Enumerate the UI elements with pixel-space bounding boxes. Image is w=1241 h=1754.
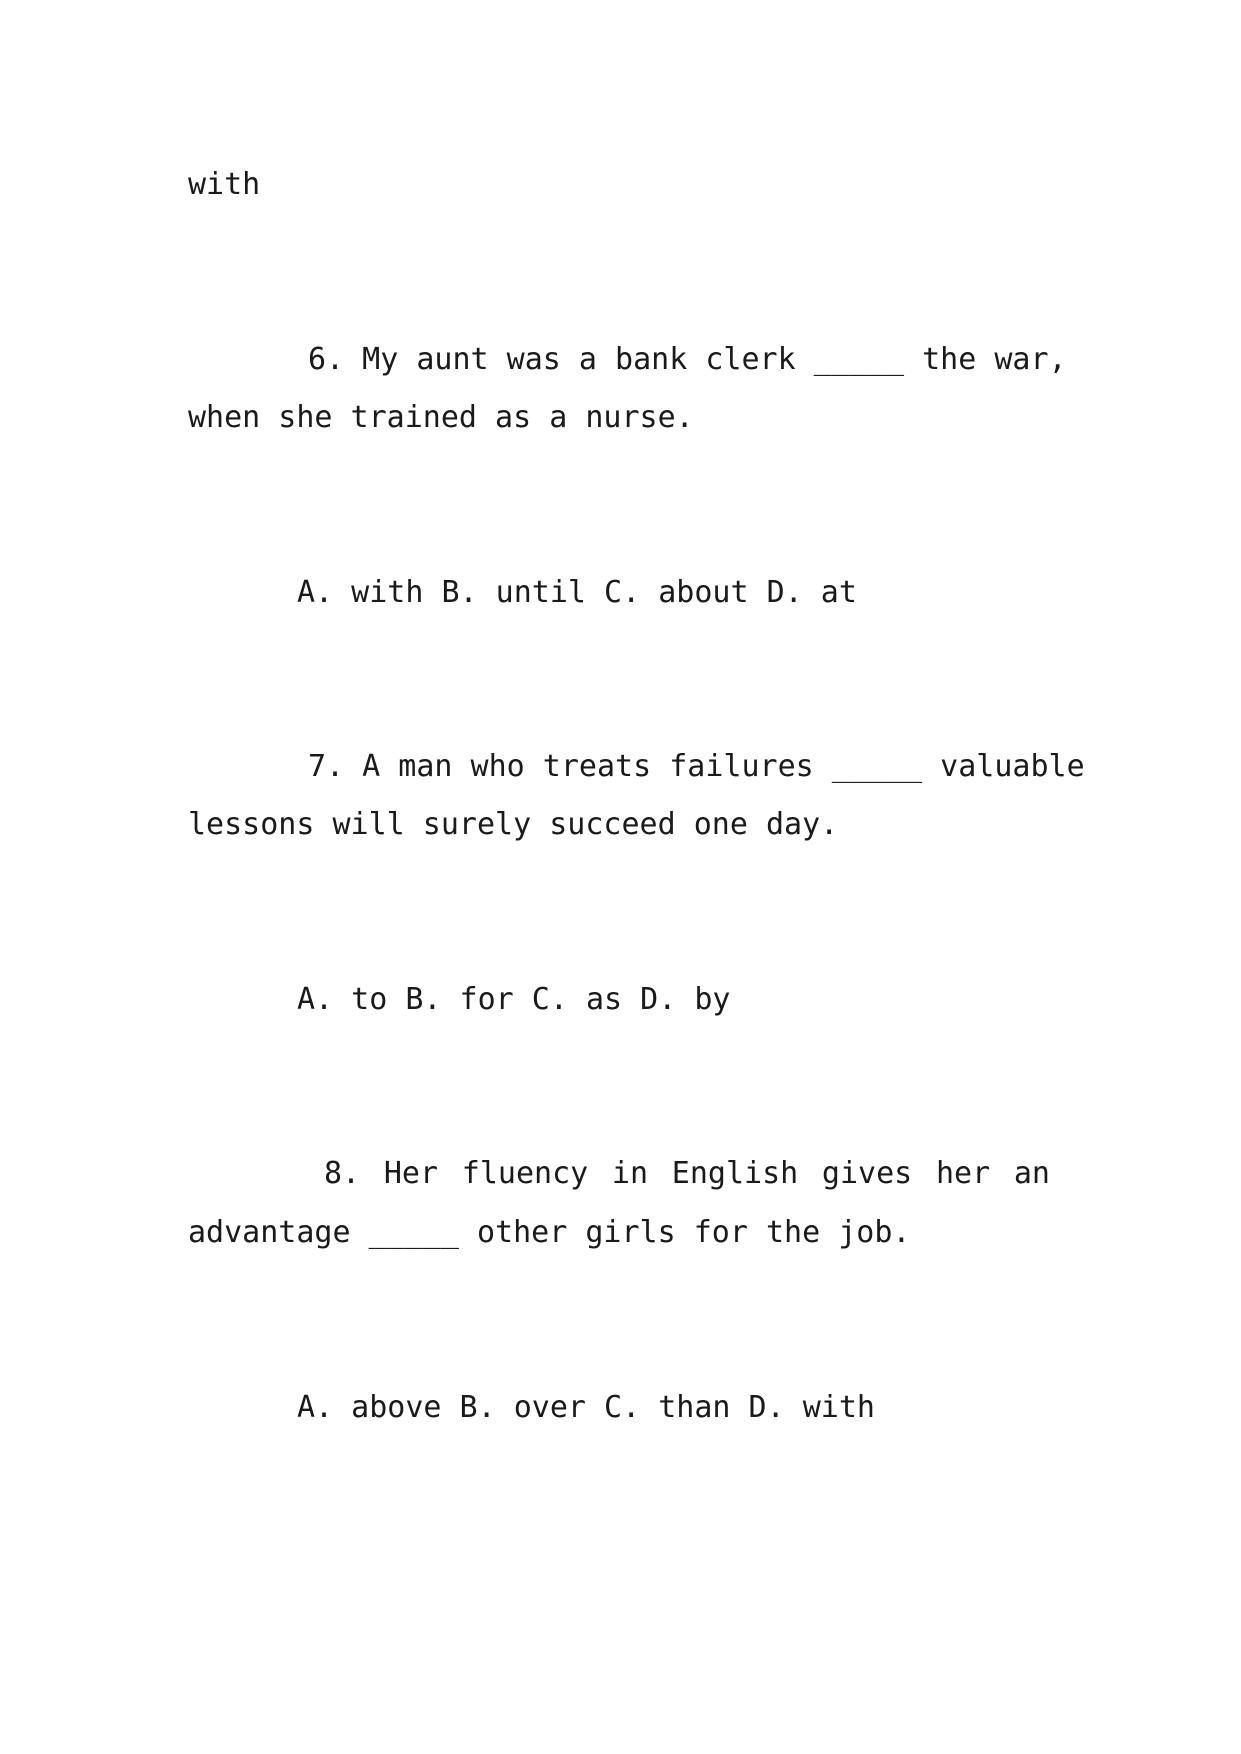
- continuation-text: with: [188, 167, 261, 202]
- question-8-options: A. above B. over C. than D. with: [297, 1390, 875, 1425]
- question-8-line-1: 8. Her fluency in English gives her an: [324, 1156, 1050, 1191]
- question-6-line-1: 6. My aunt was a bank clerk _____ the war,: [308, 342, 1067, 377]
- question-8-line-2: advantage _____ other girls for the job.: [188, 1215, 911, 1250]
- question-6-options: A. with B. until C. about D. at: [297, 575, 857, 610]
- question-7-line-2: lessons will surely succeed one day.: [188, 807, 839, 842]
- question-7-options: A. to B. for C. as D. by: [297, 982, 731, 1017]
- question-7-line-1: 7. A man who treats failures _____ valuable: [308, 749, 1085, 784]
- question-6-line-2: when she trained as a nurse.: [188, 400, 694, 435]
